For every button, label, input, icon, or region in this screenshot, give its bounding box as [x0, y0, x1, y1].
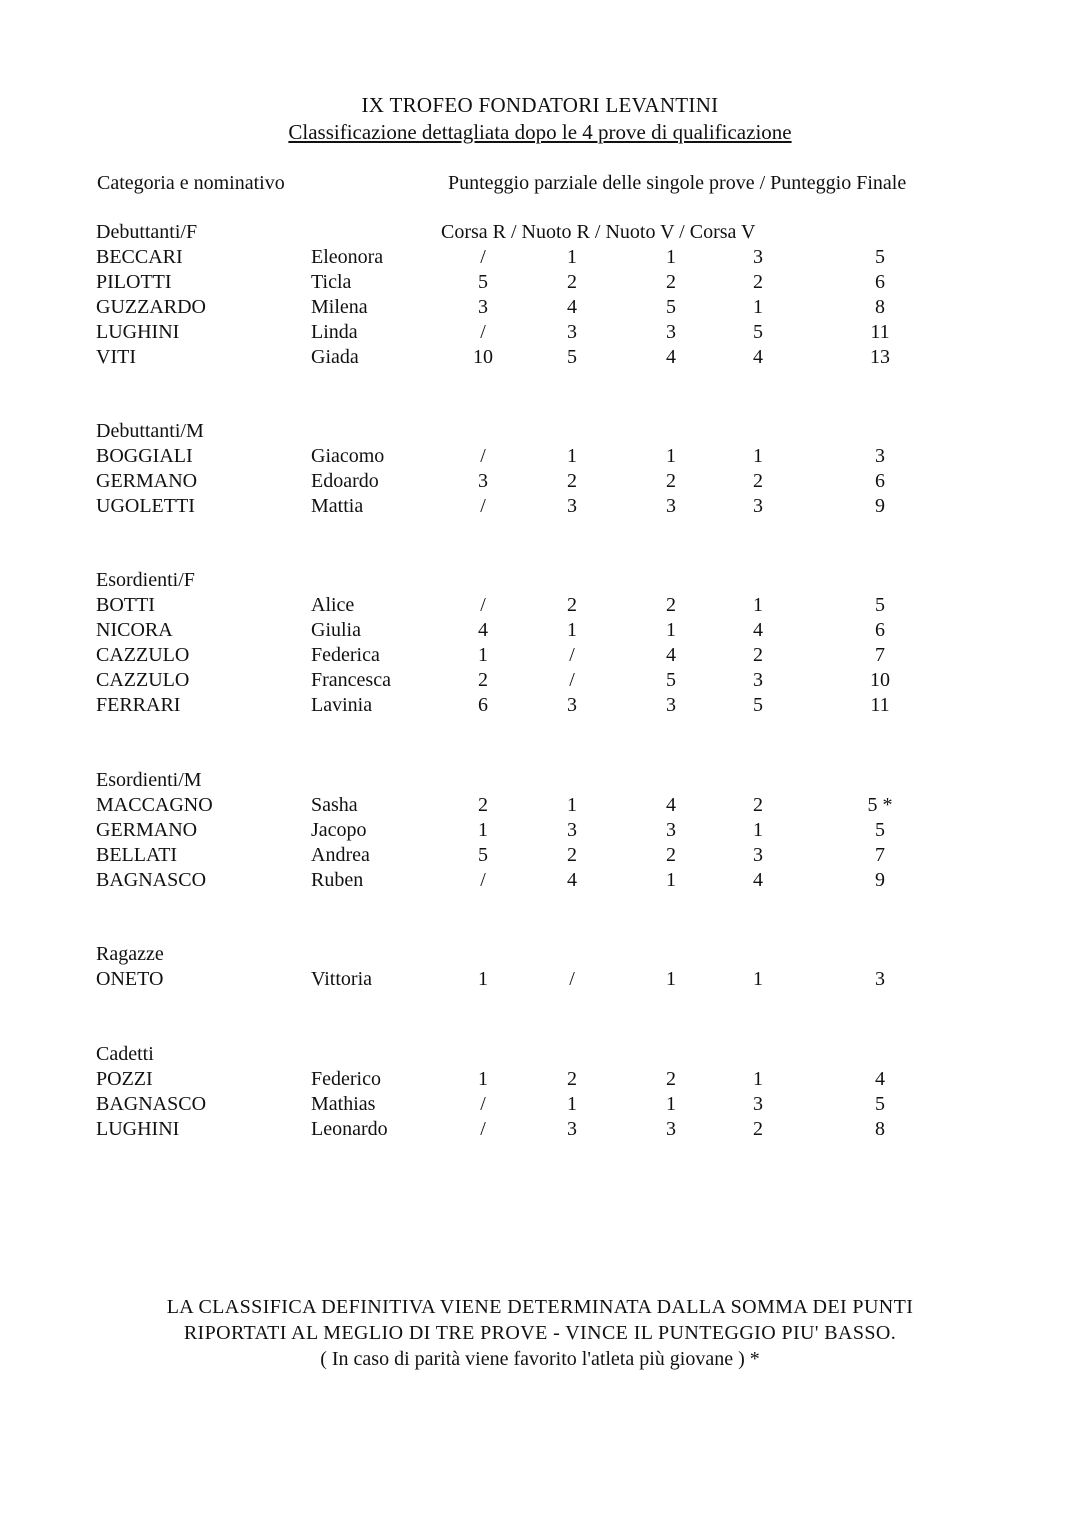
score-nuoto-r: 3 — [567, 1118, 577, 1140]
score-nuoto-r: 2 — [567, 594, 577, 616]
athlete-surname: CAZZULO — [96, 669, 190, 691]
athlete-name: Mathias — [311, 1093, 376, 1115]
score-nuoto-v: 4 — [666, 346, 676, 368]
table-row — [0, 594, 1080, 619]
score-nuoto-v: 2 — [666, 271, 676, 293]
table-row — [0, 794, 1080, 819]
table-row — [0, 968, 1080, 993]
document-title: IX TROFEO FONDATORI LEVANTINI — [361, 93, 719, 117]
score-nuoto-v: 2 — [666, 844, 676, 866]
score-nuoto-v: 5 — [666, 669, 676, 691]
athlete-name: Giulia — [311, 619, 361, 641]
score-finale: 4 — [875, 1068, 885, 1090]
score-nuoto-v: 1 — [666, 1093, 676, 1115]
athlete-surname: NICORA — [96, 619, 173, 641]
category-header — [0, 769, 1080, 794]
category-label: Esordienti/M — [96, 769, 202, 791]
athlete-surname: BELLATI — [96, 844, 178, 866]
athlete-surname: BAGNASCO — [96, 1093, 207, 1115]
score-corsa-r: / — [480, 246, 486, 268]
athlete-name: Sasha — [311, 794, 358, 816]
score-corsa-v: 4 — [753, 346, 763, 368]
score-corsa-r: 1 — [478, 644, 488, 666]
footer-line-2: RIPORTATI AL MEGLIO DI TRE PROVE - VINCE IL PUNTEGGIO PIU' BASSO. — [183, 1322, 897, 1344]
athlete-name: Vittoria — [311, 968, 373, 990]
score-corsa-r: / — [480, 495, 486, 517]
athlete-name: Andrea — [311, 844, 370, 866]
score-corsa-v: 1 — [753, 1068, 763, 1090]
score-nuoto-r: / — [569, 669, 575, 691]
athlete-surname: BOTTI — [96, 594, 155, 616]
score-finale: 5 — [875, 246, 885, 268]
category-header — [0, 221, 1080, 246]
score-nuoto-v: 1 — [666, 445, 676, 467]
score-nuoto-r: 3 — [567, 819, 577, 841]
athlete-surname: UGOLETTI — [96, 495, 195, 517]
athlete-surname: GUZZARDO — [96, 296, 206, 318]
category-section — [0, 569, 1080, 719]
athlete-surname: CAZZULO — [96, 644, 190, 666]
athlete-name: Leonardo — [311, 1118, 388, 1140]
table-row — [0, 1068, 1080, 1093]
score-corsa-v: 3 — [753, 495, 763, 517]
score-finale: 11 — [870, 694, 890, 716]
score-corsa-v: 1 — [753, 445, 763, 467]
score-finale: 8 — [875, 1118, 885, 1140]
score-corsa-v: 2 — [753, 470, 763, 492]
score-corsa-v: 2 — [753, 644, 763, 666]
score-nuoto-v: 2 — [666, 594, 676, 616]
score-corsa-r: / — [480, 869, 486, 891]
score-corsa-r: 4 — [478, 619, 488, 641]
athlete-name: Ticla — [311, 271, 352, 293]
table-row — [0, 869, 1080, 894]
table-row — [0, 271, 1080, 296]
score-nuoto-r: 4 — [567, 296, 577, 318]
table-row — [0, 346, 1080, 371]
score-nuoto-r: 1 — [567, 445, 577, 467]
table-row — [0, 644, 1080, 669]
score-nuoto-r: 3 — [567, 321, 577, 343]
category-label: Cadetti — [96, 1043, 154, 1065]
score-corsa-r: 1 — [478, 968, 488, 990]
athlete-name: Francesca — [311, 669, 391, 691]
category-header — [0, 943, 1080, 968]
athlete-surname: GERMANO — [96, 470, 198, 492]
table-row — [0, 669, 1080, 694]
category-section — [0, 943, 1080, 993]
score-nuoto-r: 1 — [567, 619, 577, 641]
category-label: Esordienti/F — [96, 569, 195, 591]
score-corsa-v: 2 — [753, 794, 763, 816]
score-nuoto-r: 2 — [567, 271, 577, 293]
category-label: Debuttanti/F — [96, 221, 198, 243]
score-corsa-r: 2 — [478, 669, 488, 691]
table-row — [0, 246, 1080, 271]
score-finale: 11 — [870, 321, 890, 343]
score-finale: 7 — [875, 844, 885, 866]
score-corsa-r: 1 — [478, 1068, 488, 1090]
athlete-name: Lavinia — [311, 694, 373, 716]
category-label: Ragazze — [96, 943, 164, 965]
category-label: Debuttanti/M — [96, 420, 204, 442]
score-corsa-v: 3 — [753, 844, 763, 866]
score-corsa-v: 1 — [753, 968, 763, 990]
score-nuoto-v: 1 — [666, 619, 676, 641]
score-nuoto-v: 2 — [666, 1068, 676, 1090]
score-corsa-v: 4 — [753, 869, 763, 891]
athlete-surname: GERMANO — [96, 819, 198, 841]
score-corsa-r: 5 — [478, 271, 488, 293]
athlete-surname: PILOTTI — [96, 271, 172, 293]
athlete-surname: BAGNASCO — [96, 869, 207, 891]
score-nuoto-v: 2 — [666, 470, 676, 492]
score-nuoto-r: 1 — [567, 794, 577, 816]
score-nuoto-r: 2 — [567, 844, 577, 866]
score-finale: 3 — [875, 968, 885, 990]
athlete-name: Alice — [311, 594, 355, 616]
athlete-surname: BECCARI — [96, 246, 183, 268]
athlete-name: Federico — [311, 1068, 381, 1090]
score-corsa-v: 2 — [753, 1118, 763, 1140]
table-row — [0, 844, 1080, 869]
athlete-surname: LUGHINI — [96, 321, 180, 343]
score-nuoto-r: 2 — [567, 1068, 577, 1090]
score-nuoto-r: / — [569, 644, 575, 666]
score-nuoto-v: 4 — [666, 794, 676, 816]
athlete-name: Jacopo — [311, 819, 367, 841]
athlete-name: Giada — [311, 346, 359, 368]
score-nuoto-v: 3 — [666, 819, 676, 841]
athlete-surname: POZZI — [96, 1068, 153, 1090]
athlete-surname: MACCAGNO — [96, 794, 213, 816]
athlete-name: Federica — [311, 644, 380, 666]
score-nuoto-r: 3 — [567, 694, 577, 716]
columns-label: Corsa R / Nuoto R / Nuoto V / Corsa V — [441, 221, 756, 243]
score-corsa-r: / — [480, 321, 486, 343]
header-category: Categoria e nominativo — [97, 172, 285, 194]
athlete-name: Giacomo — [311, 445, 385, 467]
athlete-name: Mattia — [311, 495, 364, 517]
athlete-surname: VITI — [96, 346, 136, 368]
score-corsa-r: 10 — [473, 346, 493, 368]
score-finale: 9 — [875, 869, 885, 891]
score-finale: 6 — [875, 470, 885, 492]
score-nuoto-v: 5 — [666, 296, 676, 318]
score-corsa-v: 5 — [753, 321, 763, 343]
score-finale: 7 — [875, 644, 885, 666]
score-finale: 10 — [870, 669, 890, 691]
score-corsa-r: 1 — [478, 819, 488, 841]
score-nuoto-r: 3 — [567, 495, 577, 517]
athlete-name: Ruben — [311, 869, 364, 891]
table-row — [0, 296, 1080, 321]
score-corsa-r: / — [480, 445, 486, 467]
score-nuoto-v: 3 — [666, 495, 676, 517]
footer-note: ( In caso di parità viene favorito l'atleta più giovane ) * — [320, 1348, 760, 1370]
document-subtitle: Classificazione dettagliata dopo le 4 prove di qualificazione — [288, 120, 792, 144]
score-corsa-r: 3 — [478, 470, 488, 492]
category-header — [0, 420, 1080, 445]
table-row — [0, 1093, 1080, 1118]
athlete-name: Edoardo — [311, 470, 379, 492]
score-finale: 5 * — [867, 794, 893, 816]
score-nuoto-v: 1 — [666, 246, 676, 268]
score-corsa-r: 2 — [478, 794, 488, 816]
score-corsa-v: 1 — [753, 819, 763, 841]
score-corsa-v: 3 — [753, 669, 763, 691]
category-header — [0, 1043, 1080, 1068]
category-section — [0, 221, 1080, 371]
score-corsa-v: 2 — [753, 271, 763, 293]
score-nuoto-v: 3 — [666, 694, 676, 716]
score-nuoto-v: 3 — [666, 321, 676, 343]
athlete-name: Milena — [311, 296, 368, 318]
category-section — [0, 420, 1080, 520]
table-row — [0, 1118, 1080, 1143]
table-row — [0, 321, 1080, 346]
table-row — [0, 470, 1080, 495]
score-finale: 6 — [875, 619, 885, 641]
score-finale: 13 — [870, 346, 890, 368]
athlete-surname: ONETO — [96, 968, 164, 990]
score-finale: 6 — [875, 271, 885, 293]
score-finale: 9 — [875, 495, 885, 517]
score-nuoto-r: 5 — [567, 346, 577, 368]
athlete-surname: BOGGIALI — [96, 445, 193, 467]
score-finale: 5 — [875, 594, 885, 616]
score-finale: 8 — [875, 296, 885, 318]
score-corsa-r: 3 — [478, 296, 488, 318]
score-nuoto-r: 1 — [567, 246, 577, 268]
score-nuoto-v: 4 — [666, 644, 676, 666]
athlete-name: Linda — [311, 321, 358, 343]
category-section — [0, 1043, 1080, 1143]
table-row — [0, 619, 1080, 644]
score-nuoto-v: 1 — [666, 869, 676, 891]
score-nuoto-r: 1 — [567, 1093, 577, 1115]
score-corsa-r: / — [480, 594, 486, 616]
footer-line-1: LA CLASSIFICA DEFINITIVA VIENE DETERMINATA DALLA SOMMA DEI PUNTI — [166, 1296, 914, 1318]
score-corsa-v: 5 — [753, 694, 763, 716]
athlete-surname: LUGHINI — [96, 1118, 180, 1140]
category-header — [0, 569, 1080, 594]
score-corsa-r: 6 — [478, 694, 488, 716]
score-nuoto-v: 1 — [666, 968, 676, 990]
table-row — [0, 445, 1080, 470]
score-corsa-r: 5 — [478, 844, 488, 866]
score-nuoto-r: 4 — [567, 869, 577, 891]
score-finale: 5 — [875, 819, 885, 841]
score-corsa-r: / — [480, 1093, 486, 1115]
score-nuoto-r: 2 — [567, 470, 577, 492]
score-nuoto-r: / — [569, 968, 575, 990]
table-row — [0, 694, 1080, 719]
athlete-name: Eleonora — [311, 246, 384, 268]
category-section — [0, 769, 1080, 894]
score-corsa-v: 4 — [753, 619, 763, 641]
score-finale: 3 — [875, 445, 885, 467]
table-row — [0, 495, 1080, 520]
score-corsa-v: 1 — [753, 296, 763, 318]
score-corsa-v: 3 — [753, 1093, 763, 1115]
score-finale: 5 — [875, 1093, 885, 1115]
score-corsa-r: / — [480, 1118, 486, 1140]
score-nuoto-v: 3 — [666, 1118, 676, 1140]
score-corsa-v: 1 — [753, 594, 763, 616]
score-corsa-v: 3 — [753, 246, 763, 268]
athlete-surname: FERRARI — [96, 694, 181, 716]
table-row — [0, 819, 1080, 844]
header-scores: Punteggio parziale delle singole prove / Punteggio Finale — [448, 172, 907, 194]
